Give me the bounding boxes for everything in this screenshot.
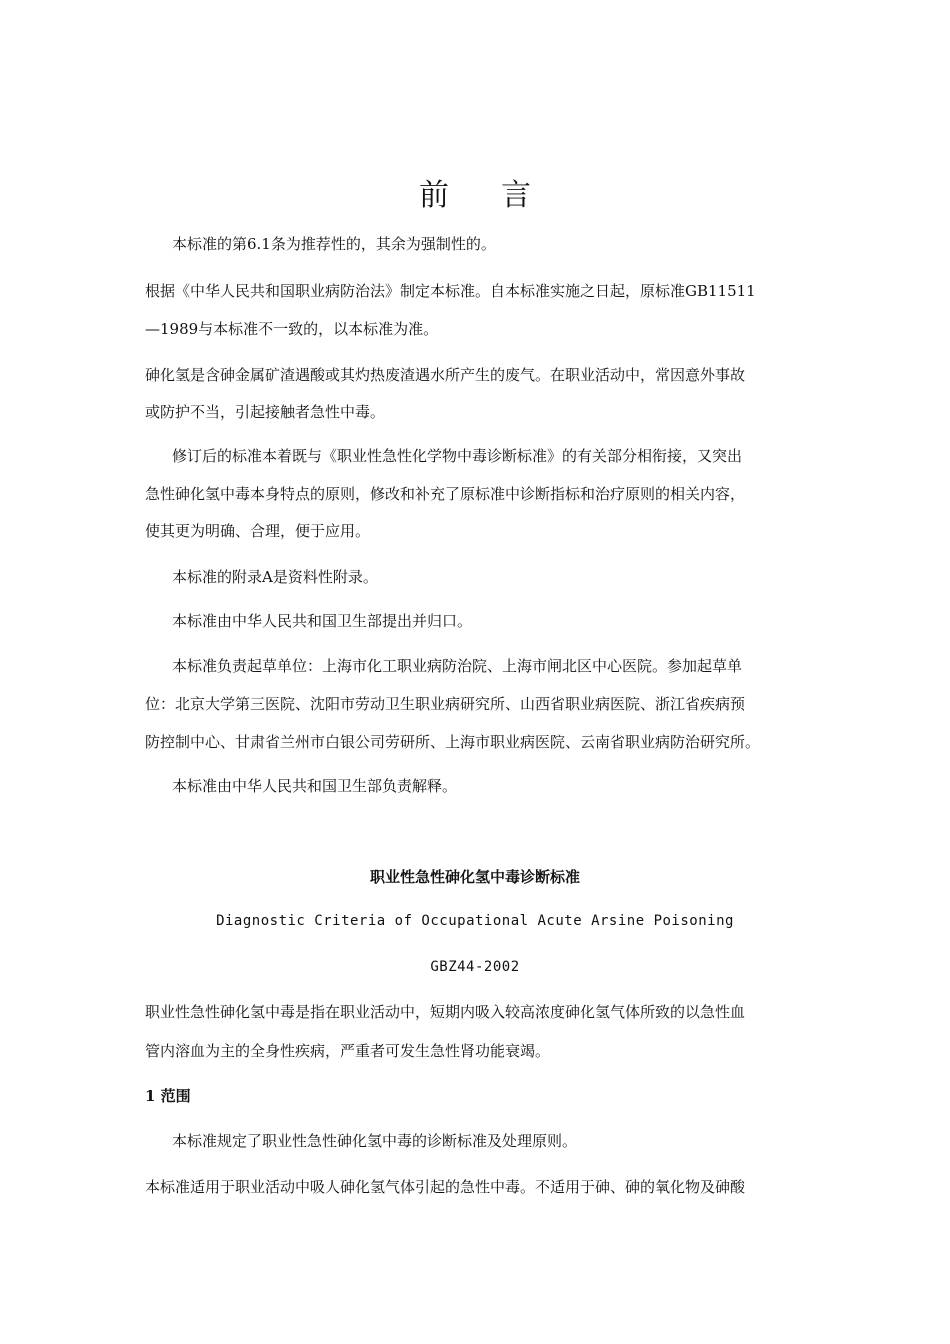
preface-line: 本标准的附录A是资料性附录。 [172, 568, 378, 586]
preface-line: 急性砷化氢中毒本身特点的原则，修改和补充了原标准中诊断指标和治疗原则的相关内容， [145, 485, 746, 503]
preface-line: 本标准负责起草单位：上海市化工职业病防治院、上海市闸北区中心医院。参加起草单 [172, 657, 743, 675]
preface-line: 防控制中心、甘肃省兰州市白银公司劳研所、上海市职业病医院、云南省职业病防治研究所。 [145, 733, 761, 751]
preface-line: 砷化氢是含砷金属矿渣遇酸或其灼热废渣遇水所产生的废气。在职业活动中，常因意外事故 [145, 366, 746, 384]
preface-line: 位：北京大学第三医院、沈阳市劳动卫生职业病研究所、山西省职业病医院、浙江省疾病预 [145, 695, 746, 713]
preface-line: 使其更为明确、合理，便于应用。 [145, 522, 371, 540]
preface-line: —1989与本标准不一致的，以本标准为准。 [145, 320, 439, 338]
scope-line: 本标准适用于职业活动中吸人砷化氢气体引起的急性中毒。不适用于砷、砷的氧化物及砷酸 [145, 1178, 746, 1196]
preface-heading: 前言 [419, 178, 583, 213]
preface-line: 根据《中华人民共和国职业病防治法》制定本标准。自本标准实施之日起，原标准GB11511 [145, 282, 756, 300]
preface-line: 本标准由中华人民共和国卫生部负责解释。 [172, 777, 458, 795]
standard-title-en: Diagnostic Criteria of Occupational Acute Arsine Poisoning [216, 913, 734, 929]
standard-code: GBZ44-2002 [430, 959, 520, 975]
preface-line: 或防护不当，引起接触者急性中毒。 [145, 403, 386, 421]
section-heading: 1 范围 [145, 1087, 191, 1105]
standard-title-cn: 职业性急性砷化氢中毒诊断标准 [369, 868, 580, 886]
definition-line: 管内溶血为主的全身性疾病，严重者可发生急性肾功能衰竭。 [145, 1042, 551, 1060]
definition-line: 职业性急性砷化氢中毒是指在职业活动中，短期内吸入较高浓度砷化氢气体所致的以急性血 [145, 1003, 746, 1021]
scope-line: 本标准规定了职业性急性砷化氢中毒的诊断标准及处理原则。 [172, 1132, 578, 1150]
preface-line: 本标准的第6.1条为推荐性的，其余为强制性的。 [172, 235, 496, 253]
preface-line: 本标准由中华人民共和国卫生部提出并归口。 [172, 612, 473, 630]
preface-line: 修订后的标准本着既与《职业性急性化学物中毒诊断标准》的有关部分相衔接，又突出 [172, 447, 743, 465]
